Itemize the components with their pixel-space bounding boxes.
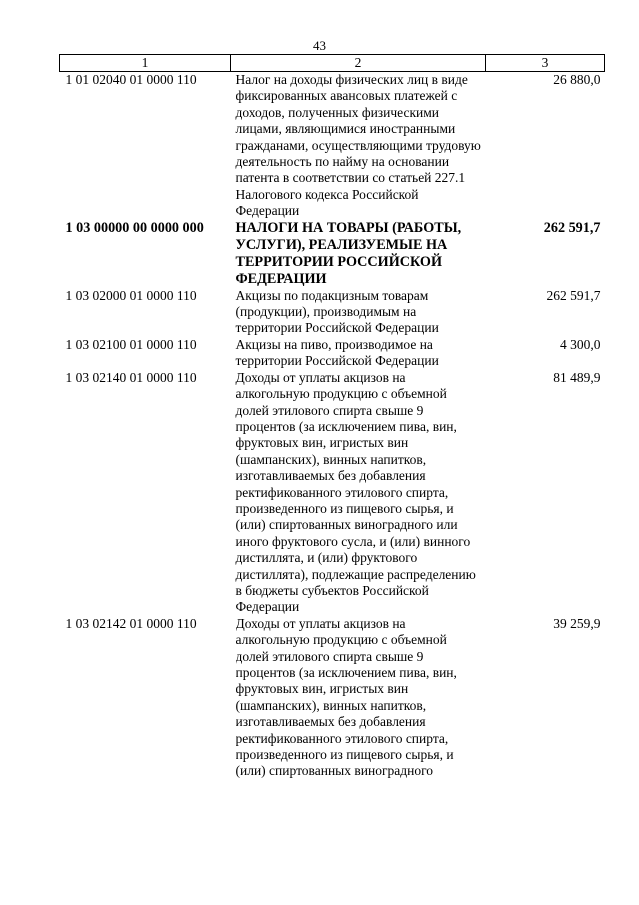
row-amount: 26 880,0: [553, 72, 601, 87]
table-row: [60, 72, 605, 220]
row-amount: 81 489,9: [553, 369, 601, 385]
row-amount: 4 300,0: [560, 336, 601, 352]
row-name: НАЛОГИ НА ТОВАРЫ (РАБОТЫ, УСЛУГИ), РЕАЛИЗУЕМЫЕ НА ТЕРРИТОРИИ РОССИЙСКОЙ ФЕДЕРАЦИИ: [235, 219, 462, 287]
table-row: [60, 337, 605, 370]
row-amount: 262 591,7: [543, 219, 601, 236]
row-name: Акцизы по подакцизным товарам (продукции), производимым на территории Российской Федерации: [235, 287, 439, 336]
table-header-row: [60, 55, 605, 72]
row-code: 1 03 02000 01 0000 110: [65, 287, 197, 303]
row-amount: 39 259,9: [553, 615, 601, 631]
row-code: 1 03 00000 00 0000 000: [65, 219, 204, 236]
row-name: Акцизы на пиво, производимое на территории Российской Федерации: [235, 336, 439, 369]
revenue-table: [59, 54, 605, 787]
row-name: Налог на доходы физических лиц в виде фиксированных авансовых платежей с доходов, полученных физическими лицами, являющимися иностранными гражданами, осуществляющими трудовую деятельность по найму на основании патента в соответствии со статьей 227.1 Налогового кодекса Российской Федерации: [235, 72, 481, 219]
row-code: 1 01 02040 01 0000 110: [65, 72, 197, 87]
table-row: [60, 370, 605, 616]
page-number: 43: [313, 38, 326, 53]
table-row: [60, 616, 605, 787]
column-header-name: 2: [231, 55, 486, 72]
row-code: 1 03 02142 01 0000 110: [65, 615, 197, 631]
column-header-amount: 3: [486, 55, 605, 72]
table-row: [60, 220, 605, 288]
row-code: 1 03 02140 01 0000 110: [65, 369, 197, 385]
column-header-code: 1: [60, 55, 231, 72]
row-amount: 262 591,7: [546, 287, 601, 303]
row-name-cell: [231, 616, 486, 787]
row-code: 1 03 02100 01 0000 110: [65, 336, 197, 352]
table-row: [60, 288, 605, 337]
row-name: Доходы от уплаты акцизов на алкогольную продукцию с объемной долей этилового спирта свыше 9 процентов (за исключением пива, вин, фруктовых вин, игристых вин (шампанских), винных напитков, изготавливаемых без добавления ректификованного этилового спирта, произведенного из пищевого сырья, и (или) спиртованных виноградного или иного фруктового сусла, и (или) винного дистиллята, и (или) фруктового дистиллята), подлежащие распределению в бюджеты субъектов Российской Федерации: [235, 369, 476, 615]
row-name: Доходы от уплаты акцизов на алкогольную продукцию с объемной долей этилового спирта свыше 9 процентов (за исключением пива, вин, фруктовых вин, игристых вин (шампанских), винных напитков, изготавливаемых без добавления ректификованного этилового спирта, произведенного из пищевого сырья, и (или) спиртованных виноградного: [235, 615, 457, 779]
